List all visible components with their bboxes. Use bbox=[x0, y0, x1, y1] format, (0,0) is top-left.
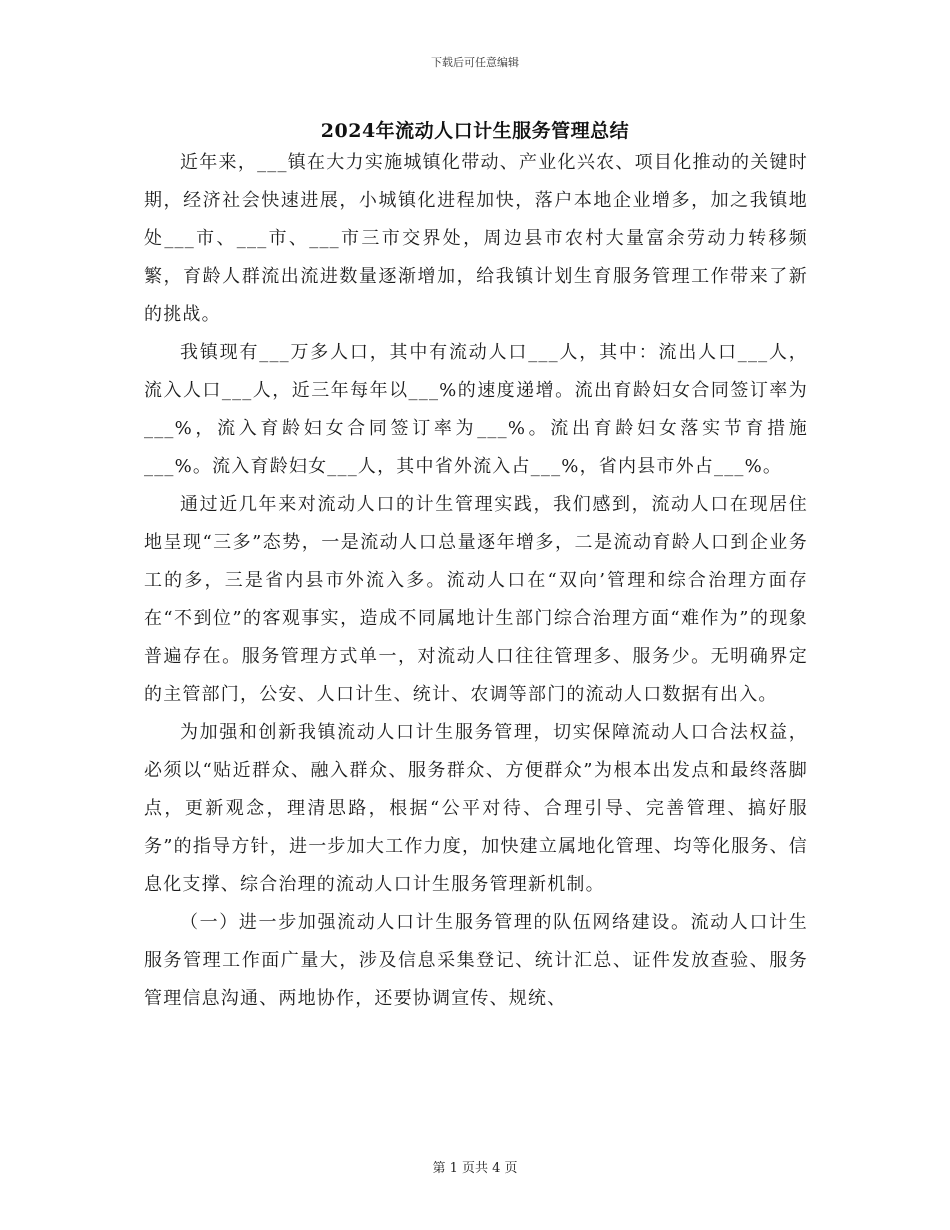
paragraph-2: 我镇现有___万多人口，其中有流动人口___人，其中：流出人口___人，流入人口___人，近三年每年以___%的速度递增。流出育龄妇女合同签订率为___%，流入育龄妇女合同签订率为___%。流出育龄妇女落实节育措施___%。流入育龄妇女___人，其中省外流入占___%，省内县市外占___%。 bbox=[144, 342, 808, 477]
paragraph-5: （一）进一步加强流动人口计生服务管理的队伍网络建设。流动人口计生服务管理工作面广量大，涉及信息采集登记、统计汇总、证件发放查验、服务管理信息沟通、两地协作，还要协调宣传、规统、 bbox=[144, 912, 808, 1009]
document-body bbox=[144, 144, 808, 1018]
page-number: 第 1 页共 4 页 bbox=[432, 1161, 518, 1176]
page-header-note: 下载后可任意编辑 bbox=[431, 56, 519, 69]
paragraph-1: 近年来，___镇在大力实施城镇化带动、产业化兴农、项目化推动的关键时期，经济社会快速进展，小城镇化进程加快，落户本地企业增多，加之我镇地处___市、___市、___市三市交界处，周边县市农村大量富余劳动力转移频繁，育龄人群流出流进数量逐渐增加，给我镇计划生育服务管理工作带来了新的挑战。 bbox=[144, 152, 808, 325]
document-title: 2024年流动人口计生服务管理总结 bbox=[320, 120, 630, 142]
paragraph-3: 通过近几年来对流动人口的计生管理实践，我们感到，流动人口在现居住地呈现“三多”态势，一是流动人口总量逐年增多，二是流动育龄人口到企业务工的多，三是省内县市外流入多。流动人口在“双向’管理和综合治理方面存在“不到位”的客观事实，造成不同属地计生部门综合治理方面“难作为”的现象普遍存在。服务管理方式单一，对流动人口往往管理多、服务少。无明确界定的主管部门，公安、人口计生、统计、农调等部门的流动人口数据有出入。 bbox=[144, 494, 808, 705]
paragraph-4: 为加强和创新我镇流动人口计生服务管理，切实保障流动人口合法权益，必须以“贴近群众、融入群众、服务群众、方便群众”为根本出发点和最终落脚点，更新观念，理清思路，根据“公平对待、合理引导、完善管理、搞好服务”的指导方针，进一步加大工作力度，加快建立属地化管理、均等化服务、信息化支撑、综合治理的流动人口计生服务管理新机制。 bbox=[144, 722, 808, 895]
